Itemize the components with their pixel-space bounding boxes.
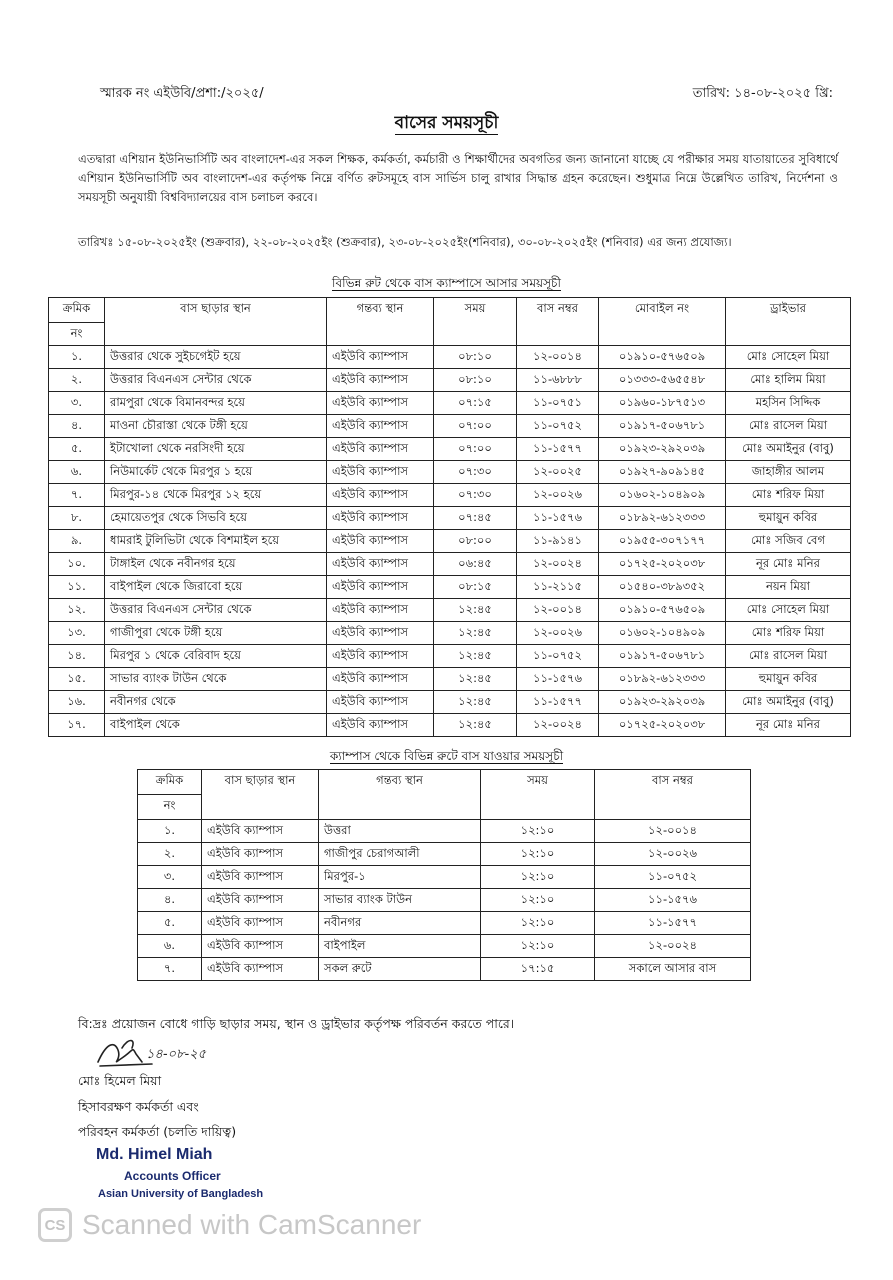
cell-time: ১২:৪৫ xyxy=(434,599,517,622)
header-bus-number: বাস নম্বর xyxy=(517,298,599,346)
cell-to: এইউবি ক্যাম্পাস xyxy=(327,668,434,691)
table-row xyxy=(49,645,851,668)
cell-sl: ২. xyxy=(138,843,202,866)
cell-driver: মোঃ সোহেল মিয়া xyxy=(726,599,851,622)
header-mobile: মোবাইল নং xyxy=(599,298,726,346)
cell-from: নিউমার্কেট থেকে মিরপুর ১ হয়ে xyxy=(105,461,327,484)
cell-time: ০৭:১৫ xyxy=(434,392,517,415)
cell-from: মিরপুর-১৪ থেকে মিরপুর ১২ হয়ে xyxy=(105,484,327,507)
cell-to: এইউবি ক্যাম্পাস xyxy=(327,553,434,576)
cell-time: ১২:৪৫ xyxy=(434,622,517,645)
cell-to: এইউবি ক্যাম্পাস xyxy=(327,369,434,392)
cell-bus: ১১-৬৮৮৮ xyxy=(517,369,599,392)
cell-sl: ৭. xyxy=(138,958,202,981)
signatory-name: মোঃ হিমেল মিয়া xyxy=(78,1073,162,1088)
table-row xyxy=(49,691,851,714)
outbound-schedule-body xyxy=(138,820,751,981)
cell-from: গাজীপুরা থেকে টঙ্গী হয়ে xyxy=(105,622,327,645)
cell-driver: নয়ন মিয়া xyxy=(726,576,851,599)
cell-from: এইউবি ক্যাম্পাস xyxy=(202,958,319,981)
camscanner-icon: CS xyxy=(38,1208,72,1242)
table-row xyxy=(138,889,751,912)
cell-sl: ৫. xyxy=(138,912,202,935)
header2-origin: বাস ছাড়ার স্থান xyxy=(202,770,319,820)
cell-driver: হুমায়ুন কবির xyxy=(726,507,851,530)
cell-driver: হুমায়ুন কবির xyxy=(726,668,851,691)
cell-time: ১২:৪৫ xyxy=(434,714,517,737)
cell-time: ০৭:০০ xyxy=(434,415,517,438)
cell-sl: ৮. xyxy=(49,507,105,530)
cell-sl: ১. xyxy=(138,820,202,843)
table1-caption xyxy=(0,275,893,295)
cell-to: মিরপুর-১ xyxy=(319,866,481,889)
inbound-schedule-body xyxy=(49,346,851,737)
table-row xyxy=(49,346,851,369)
cell-to: সাভার ব্যাংক টাউন xyxy=(319,889,481,912)
header2-serial: ক্রমিক xyxy=(138,770,202,795)
cell-driver: মহসিন সিদ্দিক xyxy=(726,392,851,415)
table-row xyxy=(49,461,851,484)
cell-mobile: ০১৯৫৫-৩০৭১৭৭ xyxy=(599,530,726,553)
cell-from: হেমায়েতপুর থেকে সিভবি হয়ে xyxy=(105,507,327,530)
issue-date: তারিখ: ১৪-০৮-২০২৫ খ্রি: xyxy=(692,86,833,101)
cell-time: ০৮:১৫ xyxy=(434,576,517,599)
cell-driver: মোঃ অমাইনুর (বাবু) xyxy=(726,438,851,461)
cell-time: ০৭:৩০ xyxy=(434,484,517,507)
cell-mobile: ০১৯১৭-৫০৬৭৮১ xyxy=(599,645,726,668)
cell-mobile: ০১৯১০-৫৭৬৫০৯ xyxy=(599,599,726,622)
header2-serial-sub: নং xyxy=(138,795,202,820)
cell-bus: ১১-৯১৪১ xyxy=(517,530,599,553)
cell-bus: ১১-১৫৭৭ xyxy=(517,691,599,714)
stamp-title: Accounts Officer xyxy=(124,1169,221,1183)
footnote: বি:দ্রঃ প্রয়োজন বোধে গাড়ি ছাড়ার সময়, স্থান ও ড্রাইভার কর্তৃপক্ষ পরিবর্তন করতে পারে। xyxy=(78,1016,515,1031)
cell-bus: ১২-০০২৬ xyxy=(517,622,599,645)
cell-sl: ১২. xyxy=(49,599,105,622)
table-row xyxy=(49,599,851,622)
table-row xyxy=(49,507,851,530)
applicable-dates: তারিখঃ ১৫-০৮-২০২৫ইং (শুক্রবার), ২২-০৮-২০২৫ইং (শুক্রবার), ২৩-০৮-২০২৫ইং(শনিবার), ৩০-০৮-২০২৫ইং (শনিবার) এর জন্য প্রযোজ্য। xyxy=(78,235,732,249)
cell-time: ১২:৪৫ xyxy=(434,691,517,714)
cell-from: এইউবি ক্যাম্পাস xyxy=(202,912,319,935)
signature-date: ১৪-০৮-২৫ xyxy=(146,1047,207,1062)
cell-mobile: ০১৯২৩-২৯২০৩৯ xyxy=(599,691,726,714)
cell-to: এইউবি ক্যাম্পাস xyxy=(327,645,434,668)
cell-driver: মোঃ শরিফ মিয়া xyxy=(726,484,851,507)
cell-sl: ৪. xyxy=(138,889,202,912)
cell-mobile: ০১৯১০-৫৭৬৫০৯ xyxy=(599,346,726,369)
table-row xyxy=(138,843,751,866)
cell-sl: ১১. xyxy=(49,576,105,599)
cell-sl: ১৪. xyxy=(49,645,105,668)
cell-sl: ২. xyxy=(49,369,105,392)
cell-from: মাওনা চৌরাস্তা থেকে টঙ্গী হয়ে xyxy=(105,415,327,438)
cell-driver: মোঃ সোহেল মিয়া xyxy=(726,346,851,369)
cell-time: ০৮:১০ xyxy=(434,346,517,369)
cell-bus: ১১-১৫৭৭ xyxy=(517,438,599,461)
header-time: সময় xyxy=(434,298,517,346)
cell-to: সকল রুটে xyxy=(319,958,481,981)
cell-time: ১২:১০ xyxy=(481,843,595,866)
cell-driver: মোঃ রাসেল মিয়া xyxy=(726,645,851,668)
cell-driver: মোঃ রাসেল মিয়া xyxy=(726,415,851,438)
cell-bus: ১১-০৭৫২ xyxy=(517,645,599,668)
cell-from: ধামরাই টুলিভিটা থেকে বিশমাইল হয়ে xyxy=(105,530,327,553)
cell-from: সাভার ব্যাংক টাউন থেকে xyxy=(105,668,327,691)
cell-bus: ১২-০০২৫ xyxy=(517,461,599,484)
cell-from: ইটাখোলা থেকে নরসিংদী হয়ে xyxy=(105,438,327,461)
cell-mobile: ০১৫৪০-৩৮৯৩৫২ xyxy=(599,576,726,599)
cell-to: এইউবি ক্যাম্পাস xyxy=(327,507,434,530)
header2-destination: গন্তব্য স্থান xyxy=(319,770,481,820)
cell-mobile: ০১৯২৭-৯০৯১৪৫ xyxy=(599,461,726,484)
table-row xyxy=(49,392,851,415)
outbound-schedule-table xyxy=(137,769,751,981)
page-title xyxy=(0,110,893,138)
inbound-schedule-table xyxy=(48,297,851,737)
cell-time: ১২:৪৫ xyxy=(434,668,517,691)
cell-from: উত্তরার থেকে সুইচগেইট হয়ে xyxy=(105,346,327,369)
cell-time: ১২:১০ xyxy=(481,912,595,935)
table2-caption-text: ক্যাম্পাস থেকে বিভিন্ন রুটে বাস যাওয়ার সময়সূচী xyxy=(329,749,564,763)
cell-sl: ১৩. xyxy=(49,622,105,645)
signatory-designation-2: পরিবহন কর্মকর্তা (চলতি দায়িত্ব) xyxy=(78,1124,237,1139)
cell-to: এইউবি ক্যাম্পাস xyxy=(327,461,434,484)
watermark-text: Scanned with CamScanner xyxy=(82,1209,422,1240)
cell-to: এইউবি ক্যাম্পাস xyxy=(327,415,434,438)
cell-sl: ৭. xyxy=(49,484,105,507)
cell-mobile: ০১৯২৩-২৯২০৩৯ xyxy=(599,438,726,461)
cell-from: এইউবি ক্যাম্পাস xyxy=(202,935,319,958)
table-row xyxy=(49,530,851,553)
cell-to: এইউবি ক্যাম্পাস xyxy=(327,392,434,415)
table-row xyxy=(138,866,751,889)
cell-time: ০৭:০০ xyxy=(434,438,517,461)
cell-sl: ৯. xyxy=(49,530,105,553)
cell-bus: ১২-০০২৪ xyxy=(595,935,751,958)
cell-mobile: ০১৬০২-১০৪৯০৯ xyxy=(599,484,726,507)
cell-time: ০৭:৪৫ xyxy=(434,507,517,530)
signatory-designation-1: হিসাবরক্ষণ কর্মকর্তা এবং xyxy=(78,1099,199,1114)
cell-bus: ১১-১৫৭৬ xyxy=(517,668,599,691)
table-row xyxy=(49,668,851,691)
cell-to: এইউবি ক্যাম্পাস xyxy=(327,576,434,599)
cell-bus: ১১-০৭৫২ xyxy=(517,415,599,438)
cell-from: বাইপাইল থেকে জিরাবো হয়ে xyxy=(105,576,327,599)
cell-mobile: ০১৭২৫-২০২০৩৮ xyxy=(599,714,726,737)
camscanner-watermark xyxy=(38,1208,421,1242)
cell-driver: নূর মোঃ মনির xyxy=(726,553,851,576)
header2-bus-number: বাস নম্বর xyxy=(595,770,751,820)
cell-from: নবীনগর থেকে xyxy=(105,691,327,714)
table-row xyxy=(49,415,851,438)
header-destination: গন্তব্য স্থান xyxy=(327,298,434,346)
cell-driver: মোঃ অমাইনুর (বাবু) xyxy=(726,691,851,714)
cell-to: এইউবি ক্যাম্পাস xyxy=(327,714,434,737)
table-row xyxy=(49,438,851,461)
cell-from: এইউবি ক্যাম্পাস xyxy=(202,820,319,843)
cell-bus: ১২-০০১৪ xyxy=(595,820,751,843)
handwritten-signature xyxy=(92,1036,232,1072)
cell-driver: জাহাঙ্গীর আলম xyxy=(726,461,851,484)
cell-from: উত্তরার বিএনএস সেন্টার থেকে xyxy=(105,369,327,392)
cell-bus: ১১-১৫৭৬ xyxy=(595,889,751,912)
cell-from: টাঙ্গাইল থেকে নবীনগর হয়ে xyxy=(105,553,327,576)
cell-from: এইউবি ক্যাম্পাস xyxy=(202,866,319,889)
cell-time: ১২:৪৫ xyxy=(434,645,517,668)
cell-sl: ১০. xyxy=(49,553,105,576)
cell-bus: ১১-০৭৫১ xyxy=(517,392,599,415)
cell-sl: ৬. xyxy=(49,461,105,484)
intro-paragraph: এতদ্বারা এশিয়ান ইউনিভার্সিটি অব বাংলাদেশ-এর সকল শিক্ষক, কর্মকর্তা, কর্মচারী ও শিক্ষার্থীদের অবগতির জন্য জানানো যাচ্ছে যে পরীক্ষার সময় যাতায়াতের সুবিধার্থে এশিয়ান ইউনিভার্সিটি অব বাংলাদেশ-এর কর্তৃপক্ষ নিম্নে বর্ণিত রুটসমূহে বাস সার্ভিস চালু রাখার সিদ্ধান্ত গ্রহন করেছেন। শুধুমাত্র নিম্নে উল্লেখিত তারিখ, নির্দেশনা ও সময়সূচী অনুযায়ী বিশ্ববিদ্যালয়ের বাস চলাচল করবে। xyxy=(78,152,838,204)
cell-to: এইউবি ক্যাম্পাস xyxy=(327,622,434,645)
table2-caption xyxy=(0,748,893,768)
cell-time: ০৬:৪৫ xyxy=(434,553,517,576)
cell-to: এইউবি ক্যাম্পাস xyxy=(327,691,434,714)
cell-sl: ৬. xyxy=(138,935,202,958)
cell-to: নবীনগর xyxy=(319,912,481,935)
table1-caption-text: বিভিন্ন রুট থেকে বাস ক্যাম্পাসে আসার সময়সূচী xyxy=(332,276,561,290)
cell-mobile: ০১৮৯২-৬১২৩৩৩ xyxy=(599,668,726,691)
cell-time: ১৭:১৫ xyxy=(481,958,595,981)
cell-time: ১২:১০ xyxy=(481,889,595,912)
cell-driver: মোঃ সজিব বেগ xyxy=(726,530,851,553)
cell-mobile: ০১৯৬০-১৮৭৫১৩ xyxy=(599,392,726,415)
cell-to: এইউবি ক্যাম্পাস xyxy=(327,530,434,553)
table-row xyxy=(138,935,751,958)
cell-bus: ১১-১৫৭৬ xyxy=(517,507,599,530)
cell-sl: ১৭. xyxy=(49,714,105,737)
cell-driver: মোঃ শরিফ মিয়া xyxy=(726,622,851,645)
header-serial: ক্রমিক xyxy=(49,298,105,323)
cell-mobile: ০১৯১৭-৫০৬৭৮১ xyxy=(599,415,726,438)
cell-to: উত্তরা xyxy=(319,820,481,843)
table-row xyxy=(49,484,851,507)
cell-bus: ১১-১৫৭৭ xyxy=(595,912,751,935)
cell-mobile: ০১৮৯২-৬১২৩৩৩ xyxy=(599,507,726,530)
stamp-organization: Asian University of Bangladesh xyxy=(98,1188,264,1200)
cell-to: এইউবি ক্যাম্পাস xyxy=(327,599,434,622)
cell-from: রামপুরা থেকে বিমানবন্দর হয়ে xyxy=(105,392,327,415)
cell-time: ০৭:৩০ xyxy=(434,461,517,484)
cell-to: বাইপাইল xyxy=(319,935,481,958)
cell-sl: ৩. xyxy=(138,866,202,889)
cell-bus: ১২-০০২৪ xyxy=(517,714,599,737)
cell-to: এইউবি ক্যাম্পাস xyxy=(327,438,434,461)
cell-from: এইউবি ক্যাম্পাস xyxy=(202,889,319,912)
cell-bus: ১২-০০২৬ xyxy=(517,484,599,507)
cell-sl: ১. xyxy=(49,346,105,369)
header2-time: সময় xyxy=(481,770,595,820)
header-driver: ড্রাইভার xyxy=(726,298,851,346)
cell-bus: ১২-০০২৬ xyxy=(595,843,751,866)
cell-to: এইউবি ক্যাম্পাস xyxy=(327,346,434,369)
table-row xyxy=(49,622,851,645)
cell-mobile: ০১৭২৫-২০২০৩৮ xyxy=(599,553,726,576)
cell-time: ০৮:১০ xyxy=(434,369,517,392)
cell-bus: সকালে আসার বাস xyxy=(595,958,751,981)
cell-time: ১২:১০ xyxy=(481,820,595,843)
table-row xyxy=(138,958,751,981)
cell-sl: ১৫. xyxy=(49,668,105,691)
cell-from: মিরপুর ১ থেকে বেরিবাদ হয়ে xyxy=(105,645,327,668)
cell-from: উত্তরার বিএনএস সেন্টার থেকে xyxy=(105,599,327,622)
cell-bus: ১১-২১১৫ xyxy=(517,576,599,599)
cell-to: এইউবি ক্যাম্পাস xyxy=(327,484,434,507)
cell-sl: ৪. xyxy=(49,415,105,438)
cell-mobile: ০১৩৩৩-৫৬৫৫৪৮ xyxy=(599,369,726,392)
table-row xyxy=(49,369,851,392)
cell-bus: ১২-০০২৪ xyxy=(517,553,599,576)
title-text: বাসের সময়সূচী xyxy=(394,113,499,133)
cell-time: ১২:১০ xyxy=(481,866,595,889)
header-origin: বাস ছাড়ার স্থান xyxy=(105,298,327,346)
table-row xyxy=(138,820,751,843)
table-row xyxy=(138,912,751,935)
cell-time: ১২:১০ xyxy=(481,935,595,958)
memo-number: স্মারক নং এইউবি/প্রশা:/২০২৫/ xyxy=(100,86,264,101)
cell-from: এইউবি ক্যাম্পাস xyxy=(202,843,319,866)
table-row xyxy=(49,553,851,576)
cell-to: গাজীপুর চেরাগআলী xyxy=(319,843,481,866)
cell-time: ০৮:০০ xyxy=(434,530,517,553)
cell-bus: ১২-০০১৪ xyxy=(517,346,599,369)
cell-sl: ৩. xyxy=(49,392,105,415)
cell-from: বাইপাইল থেকে xyxy=(105,714,327,737)
stamp-name: Md. Himel Miah xyxy=(96,1146,213,1163)
cell-bus: ১২-০০১৪ xyxy=(517,599,599,622)
table-row xyxy=(49,714,851,737)
cell-sl: ৫. xyxy=(49,438,105,461)
cell-driver: মোঃ হালিম মিয়া xyxy=(726,369,851,392)
cell-sl: ১৬. xyxy=(49,691,105,714)
cell-bus: ১১-০৭৫২ xyxy=(595,866,751,889)
table-row xyxy=(49,576,851,599)
cell-mobile: ০১৬০২-১০৪৯০৯ xyxy=(599,622,726,645)
cell-driver: নূর মোঃ মনির xyxy=(726,714,851,737)
header-serial-sub: নং xyxy=(49,323,105,346)
